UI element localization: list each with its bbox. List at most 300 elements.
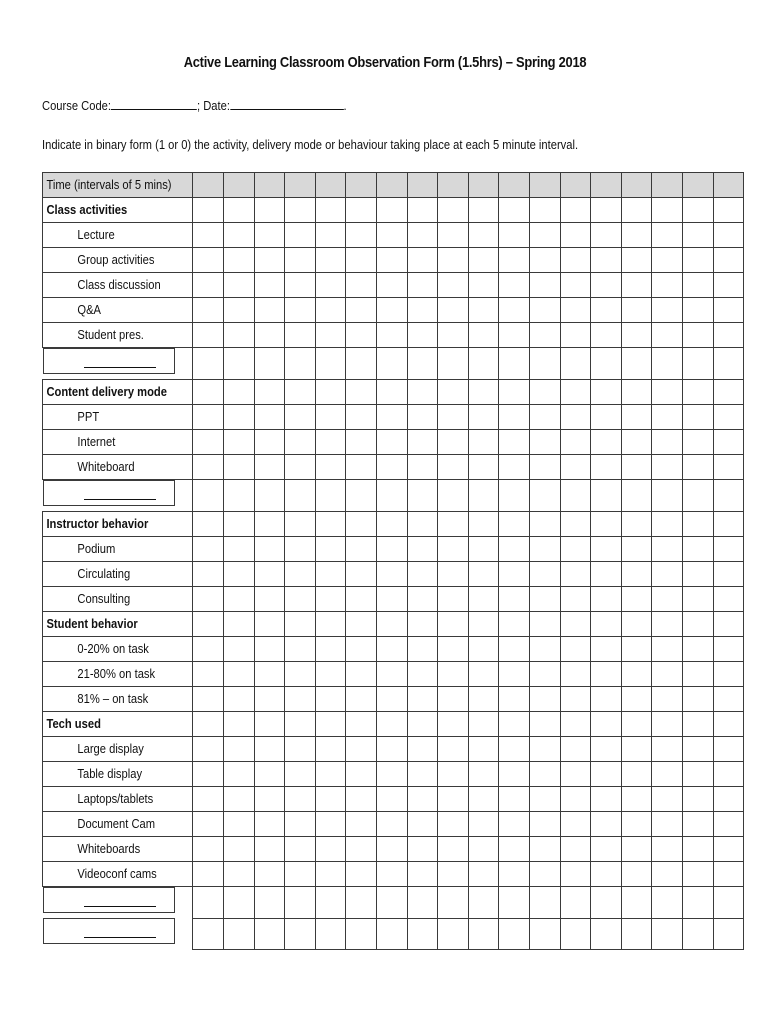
interval-cell[interactable] [407,430,438,455]
interval-cell[interactable] [621,455,652,480]
interval-cell[interactable] [377,662,408,687]
interval-cell[interactable] [591,405,622,430]
interval-cell[interactable] [682,348,713,380]
interval-cell[interactable] [560,712,591,737]
interval-cell[interactable] [315,323,346,348]
interval-cell[interactable] [224,712,255,737]
interval-cell[interactable] [285,480,316,512]
interval-cell[interactable] [285,562,316,587]
interval-cell[interactable] [652,198,683,223]
interval-cell[interactable] [224,223,255,248]
interval-cell[interactable] [529,323,560,348]
interval-cell[interactable] [193,348,224,380]
interval-cell[interactable] [529,480,560,512]
interval-cell[interactable] [652,787,683,812]
interval-cell[interactable] [285,298,316,323]
interval-cell[interactable] [377,298,408,323]
interval-cell[interactable] [438,430,469,455]
interval-cell[interactable] [713,298,744,323]
interval-cell[interactable] [224,273,255,298]
interval-cell[interactable] [468,512,499,537]
interval-cell[interactable] [652,430,683,455]
interval-cell[interactable] [499,380,530,405]
interval-cell[interactable] [560,323,591,348]
interval-cell[interactable] [377,198,408,223]
interval-cell[interactable] [529,512,560,537]
interval-cell[interactable] [193,198,224,223]
interval-cell[interactable] [713,637,744,662]
interval-cell[interactable] [254,612,285,637]
interval-cell[interactable] [560,405,591,430]
interval-cell[interactable] [560,298,591,323]
interval-cell[interactable] [438,737,469,762]
interval-cell[interactable] [529,562,560,587]
interval-cell[interactable] [682,455,713,480]
interval-cell[interactable] [407,562,438,587]
interval-cell[interactable] [193,562,224,587]
interval-cell[interactable] [468,862,499,887]
interval-cell[interactable] [407,837,438,862]
interval-cell[interactable] [315,198,346,223]
interval-cell[interactable] [652,662,683,687]
interval-cell[interactable] [254,298,285,323]
interval-cell[interactable] [529,405,560,430]
blank-entry-cell[interactable] [43,480,175,506]
interval-cell[interactable] [499,737,530,762]
interval-cell[interactable] [377,480,408,512]
interval-cell[interactable] [377,812,408,837]
interval-cell[interactable] [713,762,744,787]
interval-cell[interactable] [682,562,713,587]
interval-cell[interactable] [224,587,255,612]
interval-cell[interactable] [346,537,377,562]
interval-cell[interactable] [499,273,530,298]
interval-cell[interactable] [254,380,285,405]
interval-cell[interactable] [621,273,652,298]
interval-cell[interactable] [529,380,560,405]
interval-cell[interactable] [285,687,316,712]
interval-cell[interactable] [499,562,530,587]
interval-cell[interactable] [193,405,224,430]
interval-cell[interactable] [377,348,408,380]
interval-cell[interactable] [315,537,346,562]
interval-cell[interactable] [193,837,224,862]
interval-cell[interactable] [438,712,469,737]
interval-cell[interactable] [529,430,560,455]
interval-cell[interactable] [560,455,591,480]
interval-cell[interactable] [621,562,652,587]
interval-cell[interactable] [315,712,346,737]
interval-cell[interactable] [652,537,683,562]
interval-cell[interactable] [407,405,438,430]
interval-cell[interactable] [621,537,652,562]
interval-cell[interactable] [529,662,560,687]
interval-cell[interactable] [285,323,316,348]
interval-cell[interactable] [682,787,713,812]
interval-cell[interactable] [438,762,469,787]
interval-cell[interactable] [591,862,622,887]
interval-cell[interactable] [438,198,469,223]
interval-cell[interactable] [407,273,438,298]
interval-cell[interactable] [621,612,652,637]
interval-cell[interactable] [621,512,652,537]
interval-cell[interactable] [193,248,224,273]
interval-cell[interactable] [560,348,591,380]
interval-cell[interactable] [468,637,499,662]
interval-cell[interactable] [377,537,408,562]
interval-cell[interactable] [468,405,499,430]
interval-cell[interactable] [591,887,622,919]
interval-cell[interactable] [193,223,224,248]
interval-cell[interactable] [254,887,285,919]
blank-entry-line[interactable] [84,349,156,368]
interval-cell[interactable] [407,862,438,887]
interval-cell[interactable] [621,480,652,512]
interval-cell[interactable] [438,887,469,919]
interval-cell[interactable] [591,323,622,348]
interval-cell[interactable] [254,248,285,273]
interval-cell[interactable] [193,887,224,919]
interval-cell[interactable] [560,637,591,662]
interval-cell[interactable] [346,762,377,787]
interval-cell[interactable] [377,712,408,737]
interval-cell[interactable] [193,812,224,837]
interval-cell[interactable] [224,455,255,480]
interval-cell[interactable] [315,837,346,862]
interval-cell[interactable] [407,787,438,812]
interval-cell[interactable] [315,662,346,687]
interval-cell[interactable] [621,712,652,737]
interval-cell[interactable] [315,787,346,812]
interval-cell[interactable] [285,223,316,248]
interval-cell[interactable] [652,348,683,380]
interval-cell[interactable] [529,787,560,812]
interval-cell[interactable] [713,662,744,687]
interval-cell[interactable] [377,737,408,762]
interval-cell[interactable] [346,887,377,919]
interval-cell[interactable] [224,662,255,687]
interval-cell[interactable] [529,687,560,712]
interval-cell[interactable] [713,918,744,949]
interval-cell[interactable] [591,248,622,273]
interval-cell[interactable] [224,198,255,223]
interval-cell[interactable] [468,430,499,455]
interval-cell[interactable] [285,248,316,273]
interval-cell[interactable] [621,198,652,223]
interval-cell[interactable] [529,762,560,787]
interval-cell[interactable] [560,918,591,949]
interval-cell[interactable] [438,637,469,662]
interval-cell[interactable] [254,323,285,348]
interval-cell[interactable] [377,837,408,862]
interval-cell[interactable] [377,687,408,712]
interval-cell[interactable] [285,380,316,405]
interval-cell[interactable] [254,662,285,687]
interval-cell[interactable] [346,405,377,430]
interval-cell[interactable] [682,737,713,762]
interval-cell[interactable] [346,298,377,323]
interval-cell[interactable] [499,918,530,949]
interval-cell[interactable] [591,612,622,637]
interval-cell[interactable] [377,587,408,612]
interval-cell[interactable] [499,223,530,248]
interval-cell[interactable] [499,837,530,862]
interval-cell[interactable] [652,918,683,949]
interval-cell[interactable] [560,223,591,248]
interval-cell[interactable] [621,662,652,687]
interval-cell[interactable] [315,405,346,430]
interval-cell[interactable] [224,687,255,712]
interval-cell[interactable] [682,637,713,662]
interval-cell[interactable] [560,248,591,273]
interval-cell[interactable] [224,537,255,562]
interval-cell[interactable] [682,812,713,837]
interval-cell[interactable] [224,512,255,537]
interval-cell[interactable] [560,430,591,455]
interval-cell[interactable] [591,587,622,612]
interval-cell[interactable] [315,812,346,837]
interval-cell[interactable] [285,198,316,223]
interval-cell[interactable] [377,562,408,587]
interval-cell[interactable] [346,455,377,480]
interval-cell[interactable] [254,512,285,537]
interval-cell[interactable] [193,862,224,887]
interval-cell[interactable] [285,712,316,737]
interval-cell[interactable] [468,712,499,737]
interval-cell[interactable] [438,562,469,587]
interval-cell[interactable] [193,687,224,712]
interval-cell[interactable] [285,787,316,812]
interval-cell[interactable] [713,323,744,348]
interval-cell[interactable] [591,348,622,380]
interval-cell[interactable] [621,637,652,662]
interval-cell[interactable] [713,348,744,380]
interval-cell[interactable] [407,512,438,537]
interval-cell[interactable] [499,430,530,455]
interval-cell[interactable] [407,612,438,637]
interval-cell[interactable] [468,918,499,949]
interval-cell[interactable] [315,348,346,380]
interval-cell[interactable] [438,480,469,512]
interval-cell[interactable] [377,762,408,787]
interval-cell[interactable] [285,637,316,662]
interval-cell[interactable] [193,273,224,298]
interval-cell[interactable] [621,862,652,887]
interval-cell[interactable] [652,762,683,787]
interval-cell[interactable] [254,480,285,512]
interval-cell[interactable] [438,862,469,887]
interval-cell[interactable] [285,455,316,480]
interval-cell[interactable] [193,737,224,762]
interval-cell[interactable] [346,737,377,762]
interval-cell[interactable] [468,562,499,587]
interval-cell[interactable] [499,687,530,712]
interval-cell[interactable] [438,537,469,562]
interval-cell[interactable] [407,587,438,612]
interval-cell[interactable] [713,587,744,612]
interval-cell[interactable] [621,812,652,837]
blank-entry-cell[interactable] [43,918,175,944]
interval-cell[interactable] [621,787,652,812]
interval-cell[interactable] [285,887,316,919]
interval-cell[interactable] [591,712,622,737]
interval-cell[interactable] [315,298,346,323]
interval-cell[interactable] [682,298,713,323]
blank-entry-line[interactable] [84,888,156,907]
interval-cell[interactable] [529,248,560,273]
interval-cell[interactable] [468,612,499,637]
interval-cell[interactable] [682,687,713,712]
interval-cell[interactable] [591,662,622,687]
interval-cell[interactable] [438,248,469,273]
interval-cell[interactable] [407,737,438,762]
interval-cell[interactable] [193,662,224,687]
interval-cell[interactable] [652,405,683,430]
interval-cell[interactable] [499,480,530,512]
interval-cell[interactable] [285,662,316,687]
interval-cell[interactable] [254,587,285,612]
interval-cell[interactable] [438,512,469,537]
interval-cell[interactable] [254,537,285,562]
interval-cell[interactable] [315,887,346,919]
interval-cell[interactable] [529,298,560,323]
interval-cell[interactable] [560,480,591,512]
interval-cell[interactable] [468,298,499,323]
interval-cell[interactable] [346,323,377,348]
interval-cell[interactable] [499,323,530,348]
interval-cell[interactable] [377,323,408,348]
interval-cell[interactable] [438,812,469,837]
interval-cell[interactable] [652,612,683,637]
interval-cell[interactable] [682,480,713,512]
interval-cell[interactable] [468,480,499,512]
interval-cell[interactable] [591,455,622,480]
interval-cell[interactable] [346,862,377,887]
interval-cell[interactable] [224,812,255,837]
interval-cell[interactable] [407,537,438,562]
interval-cell[interactable] [193,612,224,637]
interval-cell[interactable] [254,687,285,712]
interval-cell[interactable] [652,587,683,612]
interval-cell[interactable] [224,637,255,662]
interval-cell[interactable] [529,273,560,298]
interval-cell[interactable] [224,837,255,862]
interval-cell[interactable] [713,862,744,887]
interval-cell[interactable] [468,837,499,862]
interval-cell[interactable] [438,405,469,430]
interval-cell[interactable] [468,273,499,298]
interval-cell[interactable] [438,323,469,348]
interval-cell[interactable] [713,480,744,512]
interval-cell[interactable] [254,223,285,248]
interval-cell[interactable] [591,837,622,862]
interval-cell[interactable] [224,562,255,587]
interval-cell[interactable] [224,430,255,455]
interval-cell[interactable] [346,837,377,862]
interval-cell[interactable] [560,380,591,405]
interval-cell[interactable] [346,562,377,587]
interval-cell[interactable] [560,687,591,712]
interval-cell[interactable] [499,587,530,612]
interval-cell[interactable] [682,380,713,405]
interval-cell[interactable] [346,348,377,380]
interval-cell[interactable] [193,455,224,480]
interval-cell[interactable] [315,918,346,949]
blank-entry-cell[interactable] [43,348,175,374]
interval-cell[interactable] [377,637,408,662]
interval-cell[interactable] [468,380,499,405]
interval-cell[interactable] [499,455,530,480]
interval-cell[interactable] [499,662,530,687]
interval-cell[interactable] [529,637,560,662]
interval-cell[interactable] [224,323,255,348]
interval-cell[interactable] [193,787,224,812]
interval-cell[interactable] [499,812,530,837]
interval-cell[interactable] [682,323,713,348]
interval-cell[interactable] [377,223,408,248]
interval-cell[interactable] [468,455,499,480]
interval-cell[interactable] [193,380,224,405]
interval-cell[interactable] [621,380,652,405]
interval-cell[interactable] [346,637,377,662]
interval-cell[interactable] [591,737,622,762]
interval-cell[interactable] [224,612,255,637]
interval-cell[interactable] [468,662,499,687]
interval-cell[interactable] [621,887,652,919]
interval-cell[interactable] [529,737,560,762]
interval-cell[interactable] [407,248,438,273]
interval-cell[interactable] [682,762,713,787]
interval-cell[interactable] [224,862,255,887]
interval-cell[interactable] [468,587,499,612]
interval-cell[interactable] [560,612,591,637]
interval-cell[interactable] [652,480,683,512]
interval-cell[interactable] [621,223,652,248]
interval-cell[interactable] [529,537,560,562]
interval-cell[interactable] [682,405,713,430]
interval-cell[interactable] [468,537,499,562]
interval-cell[interactable] [529,862,560,887]
interval-cell[interactable] [591,512,622,537]
interval-cell[interactable] [315,512,346,537]
interval-cell[interactable] [254,348,285,380]
interval-cell[interactable] [438,380,469,405]
interval-cell[interactable] [591,687,622,712]
interval-cell[interactable] [713,812,744,837]
interval-cell[interactable] [254,812,285,837]
interval-cell[interactable] [407,455,438,480]
interval-cell[interactable] [407,637,438,662]
course-code-field[interactable] [111,96,197,110]
interval-cell[interactable] [224,787,255,812]
interval-cell[interactable] [713,380,744,405]
interval-cell[interactable] [285,273,316,298]
interval-cell[interactable] [591,298,622,323]
interval-cell[interactable] [254,430,285,455]
interval-cell[interactable] [224,918,255,949]
interval-cell[interactable] [407,380,438,405]
interval-cell[interactable] [346,918,377,949]
interval-cell[interactable] [407,812,438,837]
interval-cell[interactable] [224,348,255,380]
interval-cell[interactable] [407,348,438,380]
interval-cell[interactable] [591,537,622,562]
interval-cell[interactable] [682,223,713,248]
interval-cell[interactable] [285,430,316,455]
interval-cell[interactable] [713,405,744,430]
interval-cell[interactable] [438,273,469,298]
interval-cell[interactable] [254,862,285,887]
